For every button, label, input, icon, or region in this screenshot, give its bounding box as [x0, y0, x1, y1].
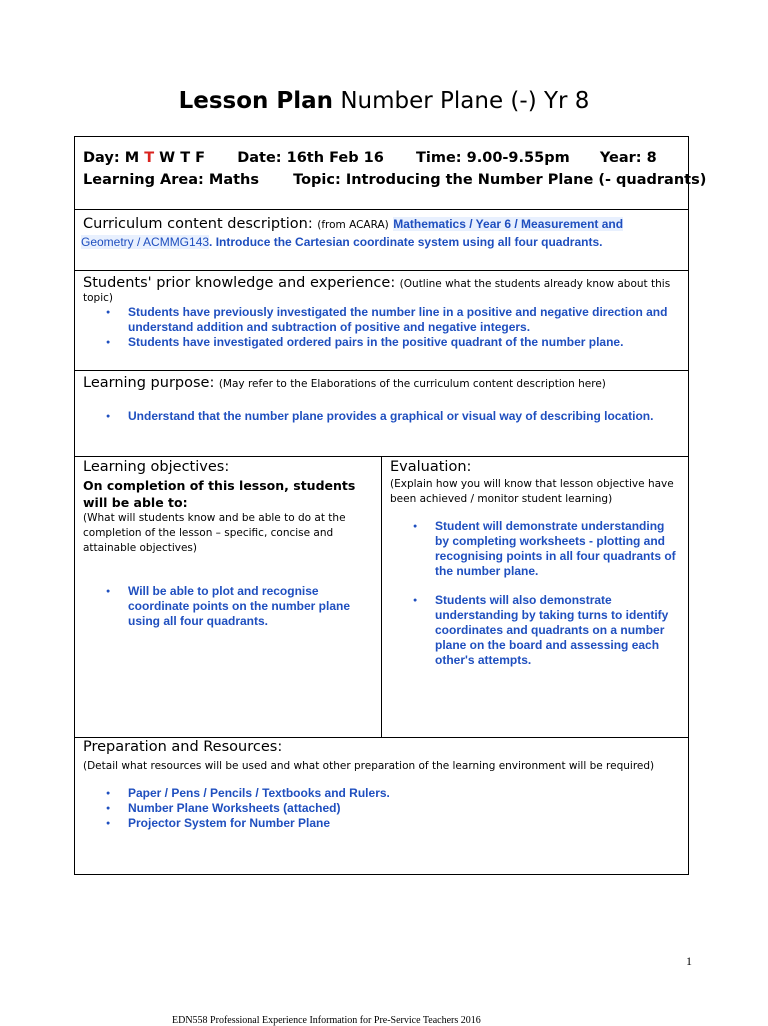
- page-number: 1: [686, 954, 692, 968]
- time: Time: 9.00-9.55pm: [415, 150, 570, 166]
- objectives-column: [83, 459, 368, 629]
- evaluation-column: [390, 459, 685, 668]
- prior-note-2: topic): [83, 292, 113, 304]
- day-rest: W T F: [159, 150, 206, 166]
- title-bold: Lesson Plan: [178, 88, 334, 114]
- preparation-note: (Detail what resources will be used and what other preparation of the learning environment will be required): [83, 760, 655, 772]
- prior-line-1: [83, 274, 670, 292]
- header-section: [74, 136, 707, 211]
- evaluation-list: [382, 519, 680, 668]
- preparation-list: [75, 786, 675, 831]
- prior-note-1: (Outline what the students already know about this: [399, 278, 671, 290]
- list-item: ● Projector System for Number Plane: [75, 816, 675, 831]
- list-item: ● Paper / Pens / Pencils / Textbooks and Rulers.: [75, 786, 675, 801]
- curriculum-section: [74, 209, 689, 271]
- purpose-line-1: [83, 374, 606, 392]
- curriculum-link-1[interactable]: Mathematics / Year 6 / Measurement and: [393, 217, 624, 231]
- objectives-note: (What will students know and be able to do at the completion of the lesson – specific, concise and attainable objectives): [83, 512, 346, 554]
- curriculum-note: (from ACARA): [317, 219, 389, 231]
- curriculum-label: Curriculum content description:: [83, 216, 313, 232]
- objectives-sub: On completion of this lesson, students will be able to:: [83, 478, 356, 510]
- topic: Topic: Introducing the Number Plane (- quadrants): [293, 172, 707, 188]
- day-m: M: [124, 150, 140, 166]
- page-footer: EDN558 Professional Experience Information for Pre-Service Teachers 2016: [172, 1015, 481, 1026]
- prior-label: Students' prior knowledge and experience:: [83, 275, 396, 291]
- list-item: ● Understand that the number plane provides a graphical or visual way of describing location.: [75, 409, 685, 424]
- list-item: ● Number Plane Worksheets (attached): [75, 801, 675, 816]
- date: Date: 16th Feb 16: [237, 150, 384, 166]
- learning-purpose-section: [74, 371, 689, 457]
- list-item: ● Students have previously investigated the number line in a positive and negative direction and understand addition and subtraction of positive and negative integers.: [75, 305, 675, 335]
- evaluation-label: Evaluation:: [390, 459, 472, 475]
- list-item: ● Students have investigated ordered pairs in the positive quadrant of the number plane.: [75, 335, 675, 350]
- purpose-note: (May refer to the Elaborations of the curriculum content description here): [218, 378, 606, 390]
- preparation-label: Preparation and Resources:: [83, 739, 283, 755]
- preparation-section: [74, 738, 689, 875]
- list-item: ● Student will demonstrate understanding by completing worksheets - plotting and recognising points in all four quadrants of the number plane.: [382, 519, 680, 579]
- title-rest: Number Plane (-) Yr 8: [340, 88, 590, 114]
- day-t-highlight: T: [144, 150, 155, 166]
- header-line-2: [83, 172, 706, 188]
- objectives-evaluation-section: [74, 457, 689, 738]
- header-line-1: [83, 150, 657, 166]
- evaluation-note: (Explain how you will know that lesson objective have been achieved / monitor student learning): [390, 478, 674, 505]
- page-title: [0, 88, 768, 114]
- purpose-label: Learning purpose:: [83, 375, 215, 391]
- curriculum-line-1: [83, 215, 623, 233]
- prior-list: [75, 305, 675, 350]
- curriculum-desc: . Introduce the Cartesian coordinate system using all four quadrants.: [209, 235, 603, 249]
- year: Year: 8: [599, 150, 657, 166]
- list-item: ● Students will also demonstrate understanding by taking turns to identify coordinates and quadrants on a number plane on the board and assessing each other's attempts.: [382, 593, 680, 668]
- day-label: Day:: [83, 150, 120, 166]
- learning-area: Learning Area: Maths: [83, 172, 259, 188]
- purpose-list: [75, 409, 685, 424]
- prior-knowledge-section: [74, 271, 689, 371]
- objectives-label: Learning objectives:: [83, 459, 230, 475]
- curriculum-link-2[interactable]: Geometry / ACMMG143: [81, 235, 210, 249]
- list-item: ● Will be able to plot and recognise coordinate points on the number plane using all four quadrants.: [75, 584, 367, 629]
- objectives-list: [75, 584, 367, 629]
- curriculum-line-2: [81, 233, 602, 251]
